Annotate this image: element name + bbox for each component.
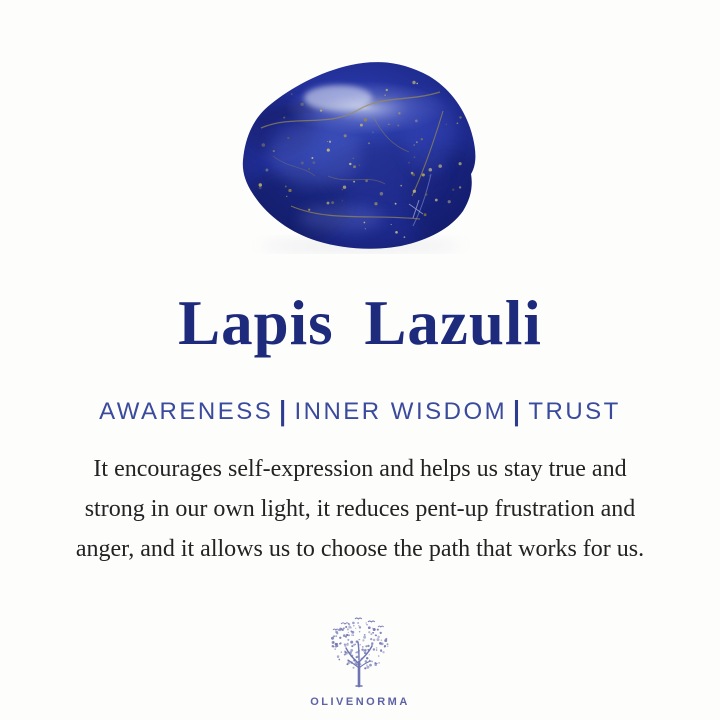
separator-bar-icon: |	[279, 395, 289, 427]
tree-of-life-icon	[321, 616, 399, 688]
description-text	[0, 449, 720, 569]
trait-trust: TRUST	[528, 398, 621, 425]
description-line: strong in our own light, it reduces pent-up frustration and	[84, 496, 636, 522]
brand-logo	[0, 616, 720, 708]
page-title: Lapis Lazuli	[178, 288, 542, 358]
separator-bar-icon: |	[513, 395, 523, 427]
description-line: anger, and it allows us to choose the path that works for us.	[75, 536, 645, 562]
trait-inner-wisdom: INNER WISDOM	[294, 398, 508, 425]
brand-name: OLIVENORMA	[310, 696, 410, 708]
traits-subtitle	[0, 397, 720, 427]
lapis-stone-illustration	[233, 56, 483, 254]
stone-photo	[233, 56, 483, 254]
trait-awareness: AWARENESS	[99, 398, 274, 425]
description-line: It encourages self-expression and helps us stay true and	[93, 456, 627, 482]
